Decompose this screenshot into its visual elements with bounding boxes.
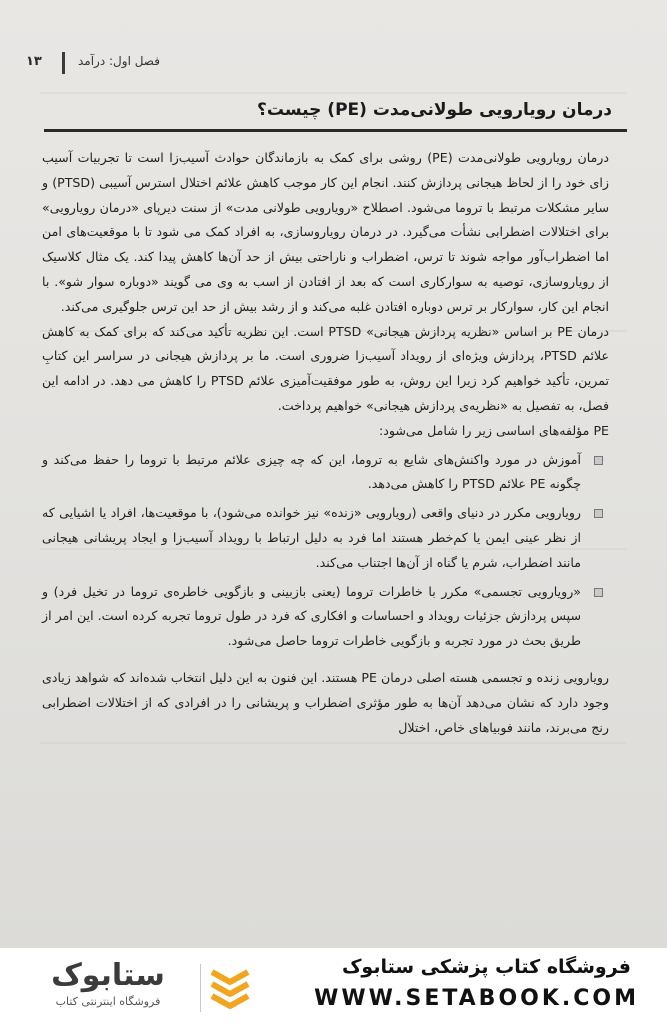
list-item-text: «رویارویی تجسمی» مکرر با خاطرات تروما (یعنی بازبینی و بازگویی خاطره‌ی تروما در تخیل فرد) و سپس پردازش جزئیات رویداد و احساسات و افکاری که فرد در طول تروما تجربه کرده است. این امر از طریق بحث در مورد تجربه و بازگویی خاطرات تروما حاصل می‌شود. xyxy=(42,583,581,649)
bleed-through-line xyxy=(40,92,627,94)
list-item xyxy=(42,580,609,654)
square-bullet-icon xyxy=(594,588,603,597)
running-head xyxy=(18,52,647,76)
components-list xyxy=(42,448,609,654)
body-text xyxy=(42,146,609,740)
title-underline xyxy=(44,129,627,132)
paragraph-theory: درمان PE بر اساس «نظریه پردازش هیجانی» PTSD است. این نظریه تأکید می‌کند که برای کمک به کاهش علائم PTSD، پردازش ویژه‌ای از رویداد آسیب‌زا ضروری است. ما بر پردازش هیجانی در سراسر این کتابِ تمرین، تأکید خواهیم کرد زیرا این روش، به طور موفقیت‌آمیزی علائم PTSD را کاهش می دهد. در ادامه این فصل، به تفصیل به «نظریه‌ی پردازش هیجانی» خواهیم پرداخت. xyxy=(42,323,610,413)
square-bullet-icon xyxy=(594,456,603,465)
paragraph-intro: درمان رویارویی طولانی‌مدت (PE) روشی برای کمک به بازماندگان حوادث آسیب‌زا است تا تجربیات آسیب زای خود را از لحاظ هیجانی پردازش کنند. انجام این کار موجب کاهش علائم اختلال استرس آسیبی (PTSD) و سایر مشکلات مرتبط با تروما می‌شود. اصطلاح «رویارویی طولانی مدت» از سنت دیرپای «درمان رویارویی» برای اختلالات اضطرابی نشأت می‌گیرد. در درمان رویاروسازی، به افراد کمک می شود تا با موقعیت‌های امن اما اضطراب‌آور مواجه شوند تا ترس، اضطراب و ناراحتی بیش از حد آن‌ها کاهش پیدا کند. یک مثال کلاسیک از رویاروسازی، توصیه به سوارکاری است که بعد از افتادن از اسب به وی می گویند «دوباره سوار شو». با انجام این کار، سوارکار بر ترس دوباره افتادن غلبه می‌کند و از رشد بیش از حد این ترس جلوگیری می‌کند. xyxy=(42,150,610,314)
stacked-chevrons-icon xyxy=(204,962,256,1014)
list-item-text: رویارویی مکرر در دنیای واقعی (رویارویی «زنده» نیز خوانده می‌شود)، با موقعیت‌ها، افراد یا اشیایی که از نظر عینی ایمن یا کم‌خطر هستند اما فرد به دلیل ارتباط با رویداد آسیب‌زا و ایجاد پریشانی هیجانی مانند اضطراب، شرم یا گناه از آن‌ها اجتناب می‌کند. xyxy=(42,505,581,570)
logo-wordmark: ستابوک xyxy=(51,958,165,993)
square-bullet-icon xyxy=(594,509,603,518)
store-footer xyxy=(0,948,667,1024)
list-item xyxy=(42,501,609,575)
bleed-through-line xyxy=(40,742,627,744)
logo-text xyxy=(18,958,198,1018)
chapter-label: فصل اول: درآمد xyxy=(78,54,160,68)
paragraph-components-lead: PE مؤلفه‌های اساسی زیر را شامل می‌شود: xyxy=(378,422,609,438)
store-name: فروشگاه کتاب پزشکی ستابوک xyxy=(341,956,631,978)
logo-divider xyxy=(200,964,201,1012)
header-divider xyxy=(62,52,65,74)
page-number: ۱۳ xyxy=(26,54,42,69)
list-item xyxy=(42,448,609,498)
logo-tagline: فروشگاه اینترنتی کتاب xyxy=(55,995,161,1008)
store-url-link[interactable]: WWW.SETABOOK.COM xyxy=(314,986,639,1011)
section-title: درمان رویارویی طولانی‌مدت (PE) چیست؟ xyxy=(257,100,612,120)
list-item-text: آموزش در مورد واکنش‌های شایع به تروما، این که چه چیزی علائم مرتبط با تروما را حفظ می‌کند و چگونه PE علائم PTSD را کاهش می‌دهد. xyxy=(42,451,581,492)
store-logo[interactable] xyxy=(18,958,258,1018)
paragraph-closing: رویارویی زنده و تجسمی هسته اصلی درمان PE هستند. این فنون به این دلیل انتخاب شده‌اند که شواهد زیادی وجود دارد که نشان می‌دهد آن‌ها به طور مؤثری اضطراب و پریشانی را در افرادی که از اختلالات اضطرابی رنج می‌برند، مانند فوبیاهای خاص، اختلال xyxy=(42,669,609,735)
